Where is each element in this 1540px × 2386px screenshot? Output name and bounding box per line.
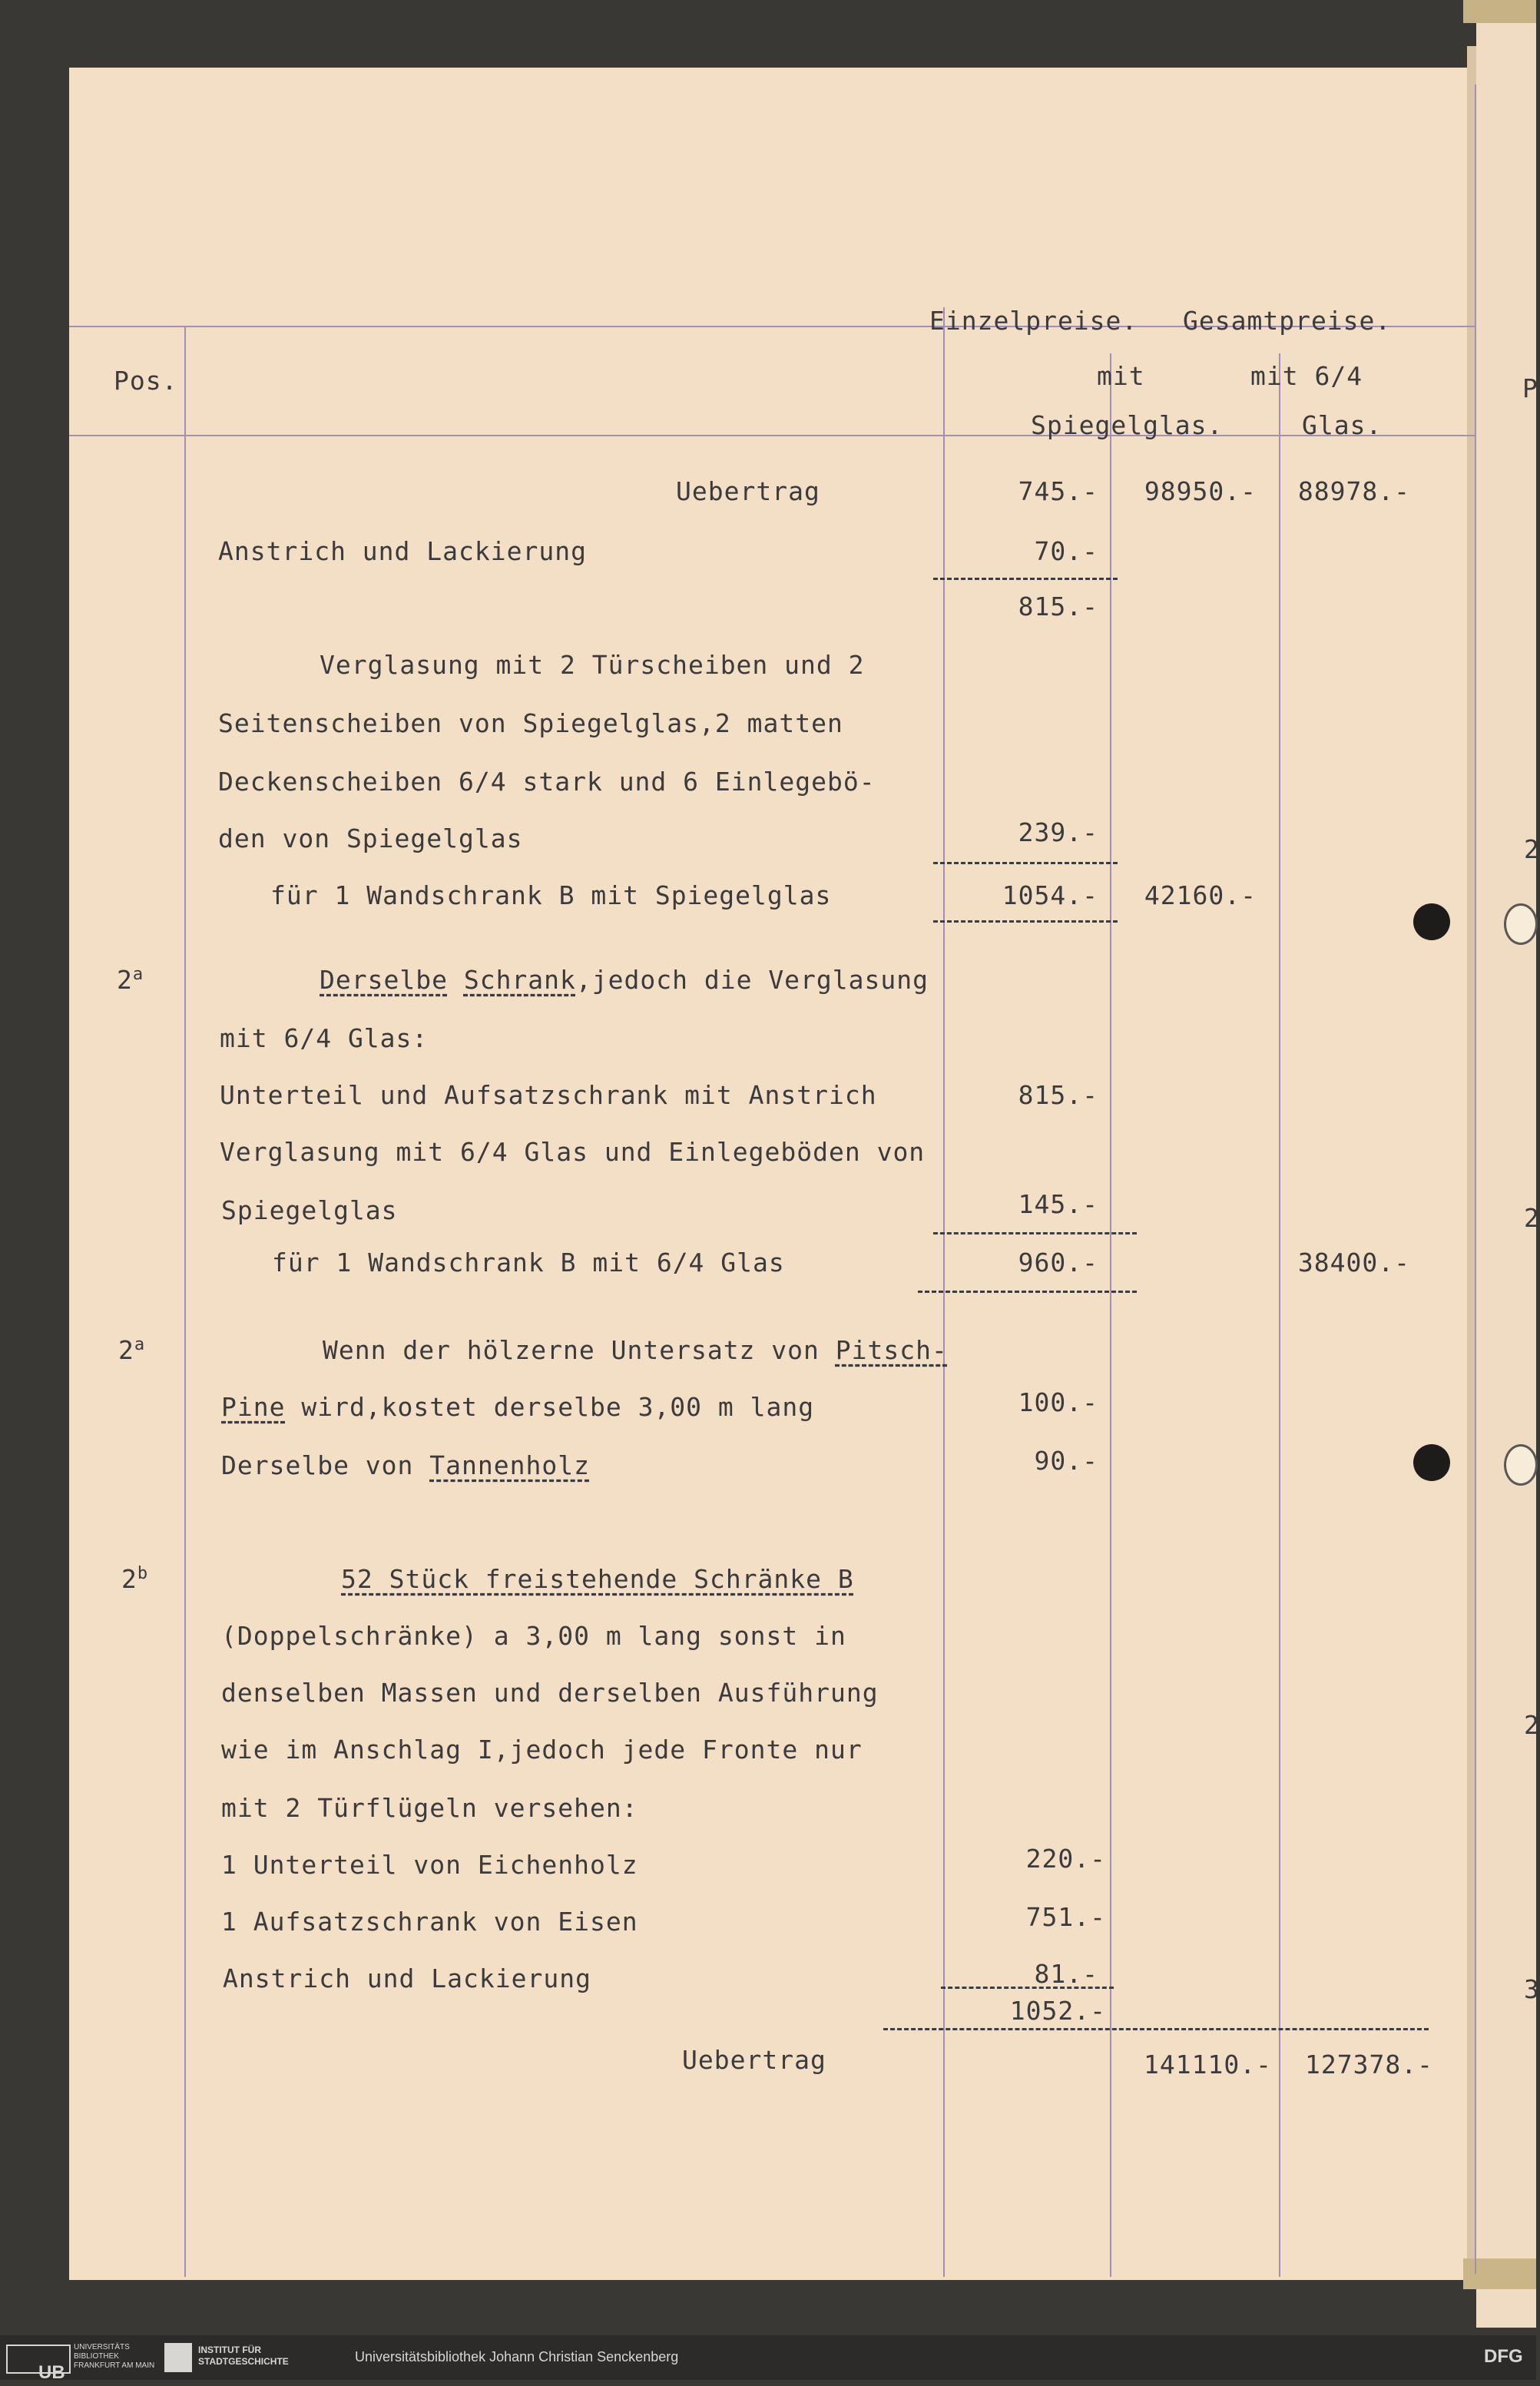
carry-forward-label: Uebertrag <box>682 2045 826 2075</box>
punch-hole-next-page <box>1504 903 1538 945</box>
spiegelglas-header-line1: mit <box>1097 361 1145 391</box>
carry-over-unit-price: 745.- <box>1018 476 1098 506</box>
next-page-fragment: 3 <box>1524 1974 1540 2004</box>
line-unit-price: 815.- <box>1018 1080 1098 1110</box>
next-page-fragment: 2 <box>1524 1710 1540 1740</box>
punch-hole-next-page <box>1504 1444 1538 1486</box>
line-unit-price: 145.- <box>1018 1189 1098 1219</box>
glas-header-line1: mit 6/4 <box>1250 361 1363 391</box>
carry-forward-spiegelglas: 141110.- <box>1144 2050 1272 2079</box>
subtotal-unit-price: 815.- <box>1018 592 1098 621</box>
line-text: mit 6/4 Glas: <box>220 1023 429 1053</box>
line-text: Anstrich und Lackierung <box>218 536 587 566</box>
line-unit-price: 220.- <box>1025 1844 1106 1874</box>
unit-price-header: Einzelpreise. <box>929 306 1138 336</box>
line-text: Derselbe Schrank,jedoch die Verglasung <box>320 965 929 995</box>
glas-header-line2: Glas. <box>1302 410 1383 440</box>
document-page <box>69 68 1475 2280</box>
punch-hole <box>1413 903 1450 940</box>
punch-hole <box>1413 1444 1450 1481</box>
sum-dash-line <box>918 1291 1137 1293</box>
total-price-header: Gesamtpreise. <box>1183 306 1392 336</box>
line-unit-price: 81.- <box>1034 1959 1098 1989</box>
line-text: Pine wird,kostet derselbe 3,00 m lang <box>221 1392 815 1422</box>
line-text: Verglasung mit 6/4 Glas und Einlegeböden von <box>220 1137 926 1167</box>
carry-over-glas: 88978.- <box>1297 476 1410 506</box>
next-page-header-fragment: P <box>1522 373 1538 403</box>
position-number: 2$^b$ <box>121 1564 149 1594</box>
pos-header: Pos. <box>114 366 178 396</box>
sum-dash-line <box>883 2028 1429 2030</box>
line-text: Derselbe von Tannenholz <box>221 1450 590 1480</box>
total-glas: 38400.- <box>1297 1248 1410 1278</box>
line-text: Verglasung mit 2 Türscheiben und 2 <box>320 650 865 680</box>
line-unit-price: 90.- <box>1034 1446 1098 1476</box>
next-page-fragment: 2 <box>1524 1203 1540 1233</box>
sum-dash-line <box>933 1232 1137 1234</box>
line-unit-price: 751.- <box>1025 1902 1106 1932</box>
carry-over-label: Uebertrag <box>676 476 820 506</box>
next-page-fragment: 2 <box>1524 834 1540 864</box>
ub-logo: UB <box>6 2345 71 2374</box>
line-text: den von Spiegelglas <box>218 824 523 853</box>
header-bottom-rule <box>69 435 1475 436</box>
subtotal-unit-price: 1052.- <box>1009 1996 1106 2026</box>
line-text: Deckenscheiben 6/4 stark und 6 Einlegebö- <box>218 767 876 797</box>
sum-dash-line <box>933 920 1118 923</box>
glas-column-rule <box>1279 353 1280 2277</box>
carry-forward-glas: 127378.- <box>1305 2050 1433 2079</box>
item-heading: 52 Stück freistehende Schränke B <box>341 1564 854 1594</box>
sum-dash-line <box>941 1987 1114 1989</box>
binding-tape-top <box>1463 0 1536 23</box>
total-spiegelglas: 42160.- <box>1144 880 1257 910</box>
line-text: wie im Anschlag I,jedoch jede Fronte nur <box>221 1735 863 1765</box>
sum-dash-line <box>933 862 1118 864</box>
line-unit-price: 239.- <box>1018 817 1098 847</box>
line-text: denselben Massen und derselben Ausführung <box>221 1678 879 1708</box>
line-unit-price: 70.- <box>1034 536 1098 566</box>
page-right-edge-rule <box>1475 85 1476 2274</box>
position-number: 2$^a$ <box>118 1335 146 1365</box>
dfg-logo: DFG <box>1484 2346 1523 2367</box>
pos-column-rule <box>184 326 186 2277</box>
total-unit-price: 960.- <box>1018 1248 1098 1278</box>
sum-dash-line <box>933 578 1118 580</box>
carry-over-spiegelglas: 98950.- <box>1144 476 1257 506</box>
line-text: Unterteil und Aufsatzschrank mit Anstrich <box>220 1080 877 1110</box>
line-text: Seitenscheiben von Spiegelglas,2 matten <box>218 708 843 738</box>
line-text: für 1 Wandschrank B mit Spiegelglas <box>270 880 832 910</box>
total-unit-price: 1054.- <box>1002 880 1098 910</box>
spiegelglas-header-line2: Spiegelglas. <box>1031 410 1224 440</box>
library-name: Universitätsbibliothek Johann Christian Senckenberg <box>355 2349 679 2364</box>
ub-name: UNIVERSITÄTS BIBLIOTHEK FRANKFURT AM MAIN <box>74 2343 155 2370</box>
line-text: (Doppelschränke) a 3,00 m lang sonst in <box>221 1621 846 1651</box>
institute-name: INSTITUT FÜR STADTGESCHICHTE <box>198 2345 289 2367</box>
line-text: für 1 Wandschrank B mit 6/4 Glas <box>272 1248 785 1278</box>
line-text: Wenn der hölzerne Untersatz von Pitsch- <box>323 1335 948 1365</box>
line-text: 1 Unterteil von Eichenholz <box>221 1850 638 1880</box>
line-text: 1 Aufsatzschrank von Eisen <box>221 1907 638 1937</box>
line-text: mit 2 Türflügeln versehen: <box>221 1793 638 1823</box>
line-text: Anstrich und Lackierung <box>223 1963 591 1993</box>
digitization-footer <box>0 2335 1536 2383</box>
line-text: Spiegelglas <box>221 1195 398 1225</box>
position-number: 2$^a$ <box>117 965 144 995</box>
institute-logo-mark <box>164 2343 192 2372</box>
line-unit-price: 100.- <box>1018 1387 1098 1417</box>
